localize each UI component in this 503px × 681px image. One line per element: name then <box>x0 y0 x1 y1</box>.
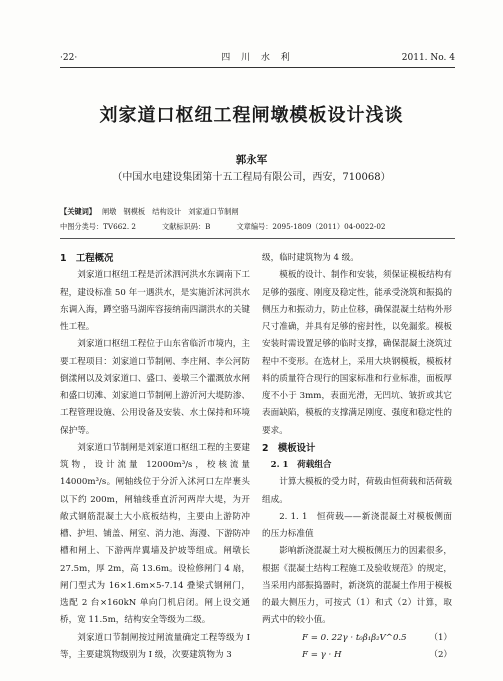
article-no-label: 文章编号： <box>236 222 273 231</box>
doc-code-value: B <box>205 222 211 231</box>
author-affiliation: （中国水电建设集团第十五工程局有限公司，西安，710068） <box>112 172 391 183</box>
paragraph: 级，临时建筑物为 4 级。 <box>262 253 359 263</box>
issue-number: 2011. No. 4 <box>401 53 455 63</box>
subsection-heading-2-1-1: 2. 1. 1 恒荷载——新浇混凝土对模板侧面的压力标准值 <box>262 511 452 539</box>
right-column <box>262 250 452 664</box>
paragraph: 模板的设计、制作和安装，须保证模板结构有足够的强度、刚度及稳定性，能承受浇筑和振捣的侧压力和振动力，防止位移，确保混凝土结构外形尺寸准确，并具有足够的密封性，以免漏浆。模板安装时需设置足够的临时支撑，确保混凝土浇筑过程中不变形。在选材上，采用大块钢模板，模板材料的质量符合现行的国家标准和行业标准，面板厚度不小于 3mm，表面光滑，无凹坑、皱折或其它表面缺陷，模板的支撑满足刚度、强度和稳定性的要求。 <box>262 270 452 436</box>
paragraph: 影响新浇混凝土对大模板侧压力的因素很多，根据《混凝土结构工程施工及验收规范》的规定，当采用内部振捣器时，新浇筑的混凝土作用于模板的最大侧压力，可按式（1）和式（2）计算，取两式中的较小值。 <box>262 546 452 626</box>
header-divider <box>60 67 455 68</box>
meta-divider <box>60 238 455 239</box>
paragraph: 刘家道口枢纽工程是沂沭泗河洪水东调南下工程，建设标准 50 年一遇洪水，是实施沂沭河洪水东调入海，蹲空骆马湖库容接纳南四湖洪水的关键性工程。 <box>60 270 250 332</box>
formula-2-number: （2） <box>429 649 452 660</box>
paragraph: 刘家道口节制闸是刘家道口枢纽工程的主要建筑物，设计流量 12000m³/s，校核流量 14000m³/s。闸轴线位于分沂入沭河口左岸裹头以下约 200m，闸轴线垂直沂河两岸大堤，为开敞式钢筋混凝土大小底板结构，主要由上游防冲槽、护坦、铺盖、闸室、消力池、海漫、下游防冲槽和闸上、下游两岸翼墙及护坡等组成。闸墩长 27.5m，厚 2m，高 13.6m。设检修闸门 4 扇，闸门型式为 16×1.6m×5-7.14 叠梁式钢闸门，选配 2 台×160kN 单向门机启闭。闸上设交通桥，宽 11.5m，结构安全等级为二级。 <box>60 442 250 626</box>
paragraph: 刘家道口节制闸按过闸流量确定工程等级为 Ⅰ 等，主要建筑物级别为 Ⅰ 级，次要建筑物为 3 <box>60 632 250 660</box>
formula-1 <box>262 630 452 647</box>
doc-code-label: 文献标识码： <box>162 222 206 231</box>
left-column <box>60 250 250 664</box>
formula-2-expression: F = γ · H <box>302 649 342 660</box>
subsection-heading-2-1: 2. 1 荷载组合 <box>270 460 332 470</box>
page-number: ·22· <box>60 53 78 63</box>
clc-label: 中图分类号： <box>60 222 104 231</box>
article-title: 刘家道口枢纽工程闸墩模板设计浅谈 <box>99 105 404 126</box>
paragraph: 计算大模板的受力时，荷载由恒荷载和活荷载组成。 <box>262 477 452 505</box>
classification-line <box>60 221 386 233</box>
keywords-label: 【关键词】 <box>60 207 96 216</box>
author-name: 郭永军 <box>235 154 268 166</box>
running-header <box>60 50 455 66</box>
article-no-value: 2095-1809（2011）04-0022-02 <box>272 222 386 231</box>
section-heading-2: 2 模板设计 <box>262 442 316 454</box>
formula-1-number: （1） <box>429 632 452 643</box>
keywords-text: 闸墩 钢模板 结构设计 刘家道口节制闸 <box>101 207 239 216</box>
clc-value: TV662. 2 <box>103 222 136 231</box>
keywords-line <box>60 206 239 218</box>
section-heading-1: 1 工程概况 <box>60 253 114 264</box>
paragraph: 刘家道口枢纽工程位于山东省临沂市境内，主要工程项目：刘家道口节制闸、李庄闸、李公河防倒漾闸以及刘家道口、盛口、姜墩三个灌溉放水闸和盛口切滩、刘家道口节制闸上游沂河大堤防渗、工程管理设施、公用设备及安装、水土保持和环境保护等。 <box>60 339 250 436</box>
formula-1-expression: F = 0. 22γ · t₀β₁β₂V^0.5 <box>302 632 407 643</box>
journal-name: 四 川 水 利 <box>221 53 294 63</box>
formula-2 <box>262 647 452 664</box>
